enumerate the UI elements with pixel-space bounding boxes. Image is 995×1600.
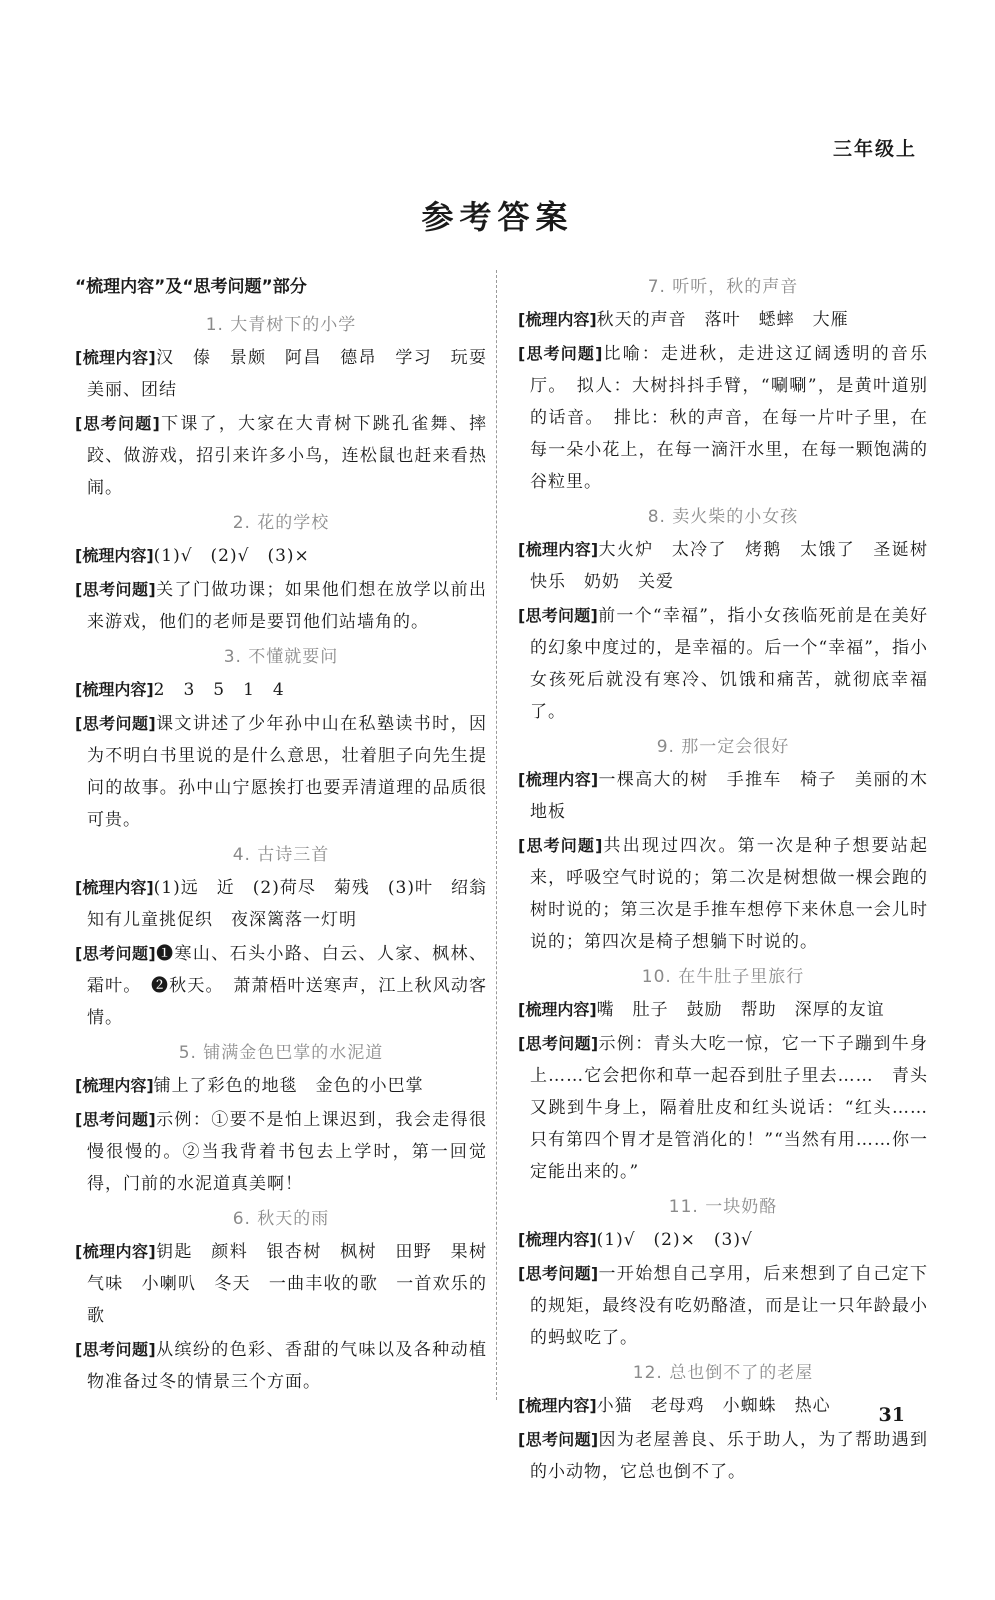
think-entry [75, 938, 487, 1034]
sort-entry-label: [梳理内容] [518, 540, 599, 559]
think-entry-text: 从缤纷的色彩、香甜的气味以及各种动植物准备过冬的情景三个方面。 [87, 1340, 487, 1392]
lesson-block [75, 308, 505, 504]
sort-entry-text: (1)远 近 (2)荷尽 菊残 (3)叶 绍翁 知有儿童挑促织 夜深篱落一灯明 [87, 878, 505, 930]
lesson-block [75, 838, 505, 1034]
left-lesson-list [75, 308, 505, 1398]
lesson-block [518, 960, 928, 1188]
sort-entry [75, 674, 487, 706]
think-entry-label: [思考问题] [75, 1110, 156, 1129]
sort-entry-text: 钥匙 颜料 银杏树 枫树 田野 果树 气味 小喇叭 冬天 一曲丰收的歌 一首欢乐的歌 [87, 1242, 505, 1326]
lesson-block [75, 506, 487, 638]
sort-entry-label: [梳理内容] [75, 878, 154, 897]
lesson-title: 9. 那一定会很好 [656, 737, 790, 757]
think-entry [518, 1258, 928, 1354]
think-entry-text: ❶寒山、石头小路、白云、人家、枫林、霜叶。 ❷秋天。 萧萧梧叶送寒声，江上秋风动客情。 [87, 944, 487, 1028]
sort-entry-label: [梳理内容] [75, 1242, 156, 1261]
sort-entry [518, 534, 946, 598]
think-entry-label: [思考问题] [75, 580, 156, 599]
lesson-title: 5. 铺满金色巴掌的水泥道 [178, 1043, 384, 1063]
think-entry-label: [思考问题] [518, 1264, 599, 1283]
think-entry [518, 830, 928, 958]
column-divider [496, 270, 497, 1400]
think-entry-text: 课文讲述了少年孙中山在私塾读书时，因为不明白书里说的是什么意思，壮着胆子向先生提问的故事。孙中山宁愿挨打也要弄清道理的品质很可贵。 [87, 714, 487, 830]
lesson-block [518, 730, 928, 958]
grade-label: 三年级上 [832, 138, 917, 160]
think-entry-label: [思考问题] [75, 414, 160, 433]
think-entry [518, 1028, 928, 1188]
sort-entry [75, 1236, 505, 1332]
sort-entry [75, 872, 505, 936]
lesson-title: 6. 秋天的雨 [232, 1209, 330, 1229]
right-column [518, 270, 946, 1490]
think-entry-text: 前一个“幸福”，指小女孩临死前是在美好的幻象中度过的，是幸福的。后一个“幸福”，指小女孩死后就没有寒冷、饥饿和痛苦，就彻底幸福了。 [530, 606, 928, 722]
think-entry [518, 338, 928, 498]
sort-entry [518, 1224, 928, 1256]
sort-entry-text: (1)√ (2)× (3)√ [596, 1230, 753, 1250]
lesson-title: 8. 卖火柴的小女孩 [647, 507, 799, 527]
lesson-block [518, 500, 946, 728]
sort-entry [518, 1390, 928, 1422]
sort-entry-label: [梳理内容] [518, 1396, 597, 1415]
sort-entry-text: 嘴 肚子 鼓励 帮助 深厚的友谊 [596, 1000, 885, 1020]
think-entry-label: [思考问题] [75, 944, 156, 963]
right-lesson-list [518, 270, 946, 1488]
sort-entry-label: [梳理内容] [518, 310, 597, 329]
sort-entry-text: (1)√ (2)√ (3)× [153, 546, 310, 566]
sort-entry-label: [梳理内容] [518, 1230, 597, 1249]
sort-entry-text: 大火炉 太冷了 烤鹅 太饿了 圣诞树 快乐 奶奶 关爱 [530, 540, 946, 592]
lesson-title: 12. 总也倒不了的老屋 [632, 1363, 814, 1383]
sort-entry-label: [梳理内容] [75, 546, 154, 565]
section-heading: “梳理内容”及“思考问题”部分 [75, 277, 307, 297]
think-entry [75, 408, 487, 504]
think-entry-text: 因为老屋善良、乐于助人，为了帮助遇到的小动物，它总也倒不了。 [530, 1430, 928, 1482]
lesson-block [518, 1190, 928, 1354]
think-entry-label: [思考问题] [518, 606, 598, 625]
left-column [75, 270, 505, 1400]
think-entry-text: 下课了，大家在大青树下跳孔雀舞、摔跤、做游戏，招引来许多小鸟，连松鼠也赶来看热闹。 [87, 414, 487, 498]
lesson-title: 11. 一块奶酪 [668, 1197, 778, 1217]
sort-entry-label: [梳理内容] [75, 680, 154, 699]
sort-entry-text: 一棵高大的树 手推车 椅子 美丽的木地板 [530, 770, 928, 822]
sort-entry [518, 304, 928, 336]
think-entry-label: [思考问题] [518, 836, 603, 855]
sort-entry-label: [梳理内容] [518, 770, 599, 789]
sort-entry [75, 342, 505, 406]
lesson-title: 10. 在牛肚子里旅行 [641, 967, 805, 987]
think-entry [518, 600, 928, 728]
lesson-title: 1. 大青树下的小学 [205, 315, 357, 335]
think-entry [75, 1334, 487, 1398]
think-entry [75, 708, 487, 836]
think-entry [75, 574, 487, 638]
sort-entry-text: 铺上了彩色的地毯 金色的小巴掌 [153, 1076, 424, 1096]
think-entry-text: 关了门做功课；如果他们想在放学以前出来游戏，他们的老师是要罚他们站墙角的。 [87, 580, 487, 632]
think-entry-label: [思考问题] [518, 1430, 599, 1449]
sort-entry-text: 小猫 老母鸡 小蜘蛛 热心 [596, 1396, 831, 1416]
think-entry-label: [思考问题] [518, 344, 603, 363]
lesson-title: 4. 古诗三首 [232, 845, 330, 865]
lesson-block [518, 1356, 928, 1488]
think-entry-label: [思考问题] [75, 1340, 156, 1359]
think-entry-text: 示例：①要不是怕上课迟到，我会走得很慢很慢的。②当我背着书包去上学时，第一回觉得，门前的水泥道真美啊！ [87, 1110, 487, 1194]
sort-entry-text: 2 3 5 1 4 [153, 680, 285, 700]
page-number: 31 [878, 1404, 905, 1426]
sort-entry [518, 764, 928, 828]
think-entry-text: 比喻：走进秋，走进这辽阔透明的音乐厅。 拟人：大树抖抖手臂，“唰唰”，是黄叶道别的话音。 排比：秋的声音，在每一片叶子里，在每一朵小花上，在每一滴汗水里，在每一颗饱满的谷粒里。 [530, 344, 928, 492]
sort-entry-text: 汉 傣 景颇 阿昌 德昂 学习 玩耍 美丽、团结 [87, 348, 505, 400]
think-entry [75, 1104, 487, 1200]
page-title: 参考答案 [421, 198, 574, 236]
sort-entry-label: [梳理内容] [75, 1076, 154, 1095]
lesson-block [75, 640, 487, 836]
lesson-block [75, 1036, 487, 1200]
lesson-block [518, 270, 928, 498]
lesson-title: 7. 听听，秋的声音 [647, 277, 799, 297]
think-entry-text: 示例：青头大吃一惊，它一下子蹦到牛身上……它会把你和草一起吞到肚子里去…… 青头又跳到牛身上，隔着肚皮和红头说话：“红头……只有第四个胃才是管消化的！”“当然有用……你一定能出来的。” [530, 1034, 928, 1182]
sort-entry [75, 540, 487, 572]
sort-entry-label: [梳理内容] [518, 1000, 597, 1019]
think-entry-label: [思考问题] [75, 714, 156, 733]
think-entry-text: 一开始想自己享用，后来想到了自己定下的规矩，最终没有吃奶酪渣，而是让一只年龄最小的蚂蚁吃了。 [530, 1264, 928, 1348]
sort-entry [75, 1070, 487, 1102]
lesson-title: 2. 花的学校 [232, 513, 330, 533]
think-entry [518, 1424, 928, 1488]
think-entry-label: [思考问题] [518, 1034, 599, 1053]
think-entry-text: 共出现过四次。第一次是种子想要站起来，呼吸空气时说的；第二次是树想做一棵会跑的树时说的；第三次是手推车想停下来休息一会儿时说的；第四次是椅子想躺下时说的。 [530, 836, 928, 952]
lesson-block [75, 1202, 505, 1398]
sort-entry [518, 994, 928, 1026]
lesson-title: 3. 不懂就要问 [223, 647, 339, 667]
sort-entry-text: 秋天的声音 落叶 蟋蟀 大雁 [596, 310, 849, 330]
sort-entry-label: [梳理内容] [75, 348, 156, 367]
